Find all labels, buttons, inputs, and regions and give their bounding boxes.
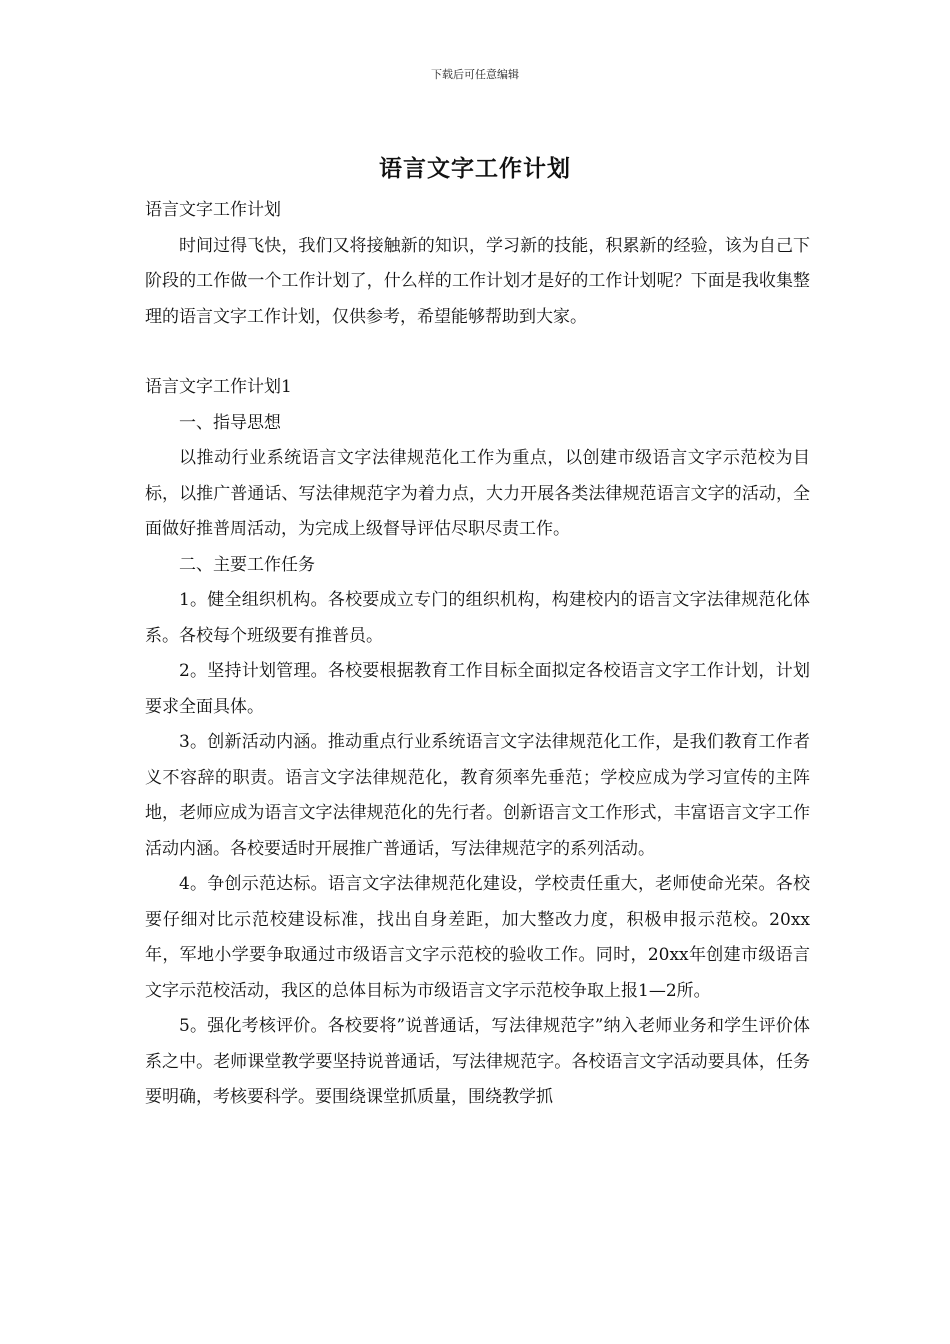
- task-item-1: 1。健全组织机构。各校要成立专门的组织机构，构建校内的语言文字法律规范化体系。各校每个班级要有推普员。: [145, 590, 810, 646]
- header-note: 下载后可任意编辑: [431, 68, 519, 81]
- intro-paragraph: 时间过得飞快，我们又将接触新的知识，学习新的技能，积累新的经验，该为自己下阶段的工作做一个工作计划了，什么样的工作计划才是好的工作计划呢？下面是我收集整理的语言文字工作计划，仅供参考，希望能够帮助到大家。: [145, 235, 810, 327]
- task-item-5: 5。强化考核评价。各校要将”说普通话，写法律规范字”纳入老师业务和学生评价体系之中。老师课堂教学要坚持说普通话，写法律规范字。各校语言文字活动要具体，任务要明确，考核要科学。要围绕课堂抓质量，围绕教学抓: [145, 1016, 810, 1107]
- part1-heading: 一、指导思想: [179, 412, 281, 433]
- task-item-2: 2。坚持计划管理。各校要根据教育工作目标全面拟定各校语言文字工作计划，计划要求全面具体。: [145, 661, 810, 717]
- subtitle: 语言文字工作计划: [145, 200, 281, 220]
- section-heading: 语言文字工作计划1: [145, 377, 292, 397]
- task-item-3: 3。创新活动内涵。推动重点行业系统语言文字法律规范化工作，是我们教育工作者义不容辞的职责。语言文字法律规范化，教育须率先垂范；学校应成为学习宣传的主阵地，老师应成为语言文字法律规范化的先行者。创新语言文工作形式，丰富语言文字工作活动内涵。各校要适时开展推广普通话，写法律规范字的系列活动。: [145, 732, 810, 859]
- document-title: 语言文字工作计划: [379, 155, 571, 182]
- document-body: [145, 193, 810, 1116]
- part1-paragraph: 以推动行业系统语言文字法律规范化工作为重点，以创建市级语言文字示范校为目标，以推广普通话、写法律规范字为着力点，大力开展各类法律规范语言文字的活动，全面做好推普周活动，为完成上级督导评估尽职尽责工作。: [145, 448, 810, 539]
- paragraph-gap: [145, 335, 810, 370]
- part2-heading: 二、主要工作任务: [179, 554, 315, 575]
- task-item-4: 4。争创示范达标。语言文字法律规范化建设，学校责任重大，老师使命光荣。各校要仔细对比示范校建设标准，找出自身差距，加大整改力度，积极申报示范校。20xx年，军地小学要争取通过市级语言文字示范校的验收工作。同时，20xx年创建市级语言文字示范校活动，我区的总体目标为市级语言文字示范校争取上报1—2所。: [145, 874, 810, 1001]
